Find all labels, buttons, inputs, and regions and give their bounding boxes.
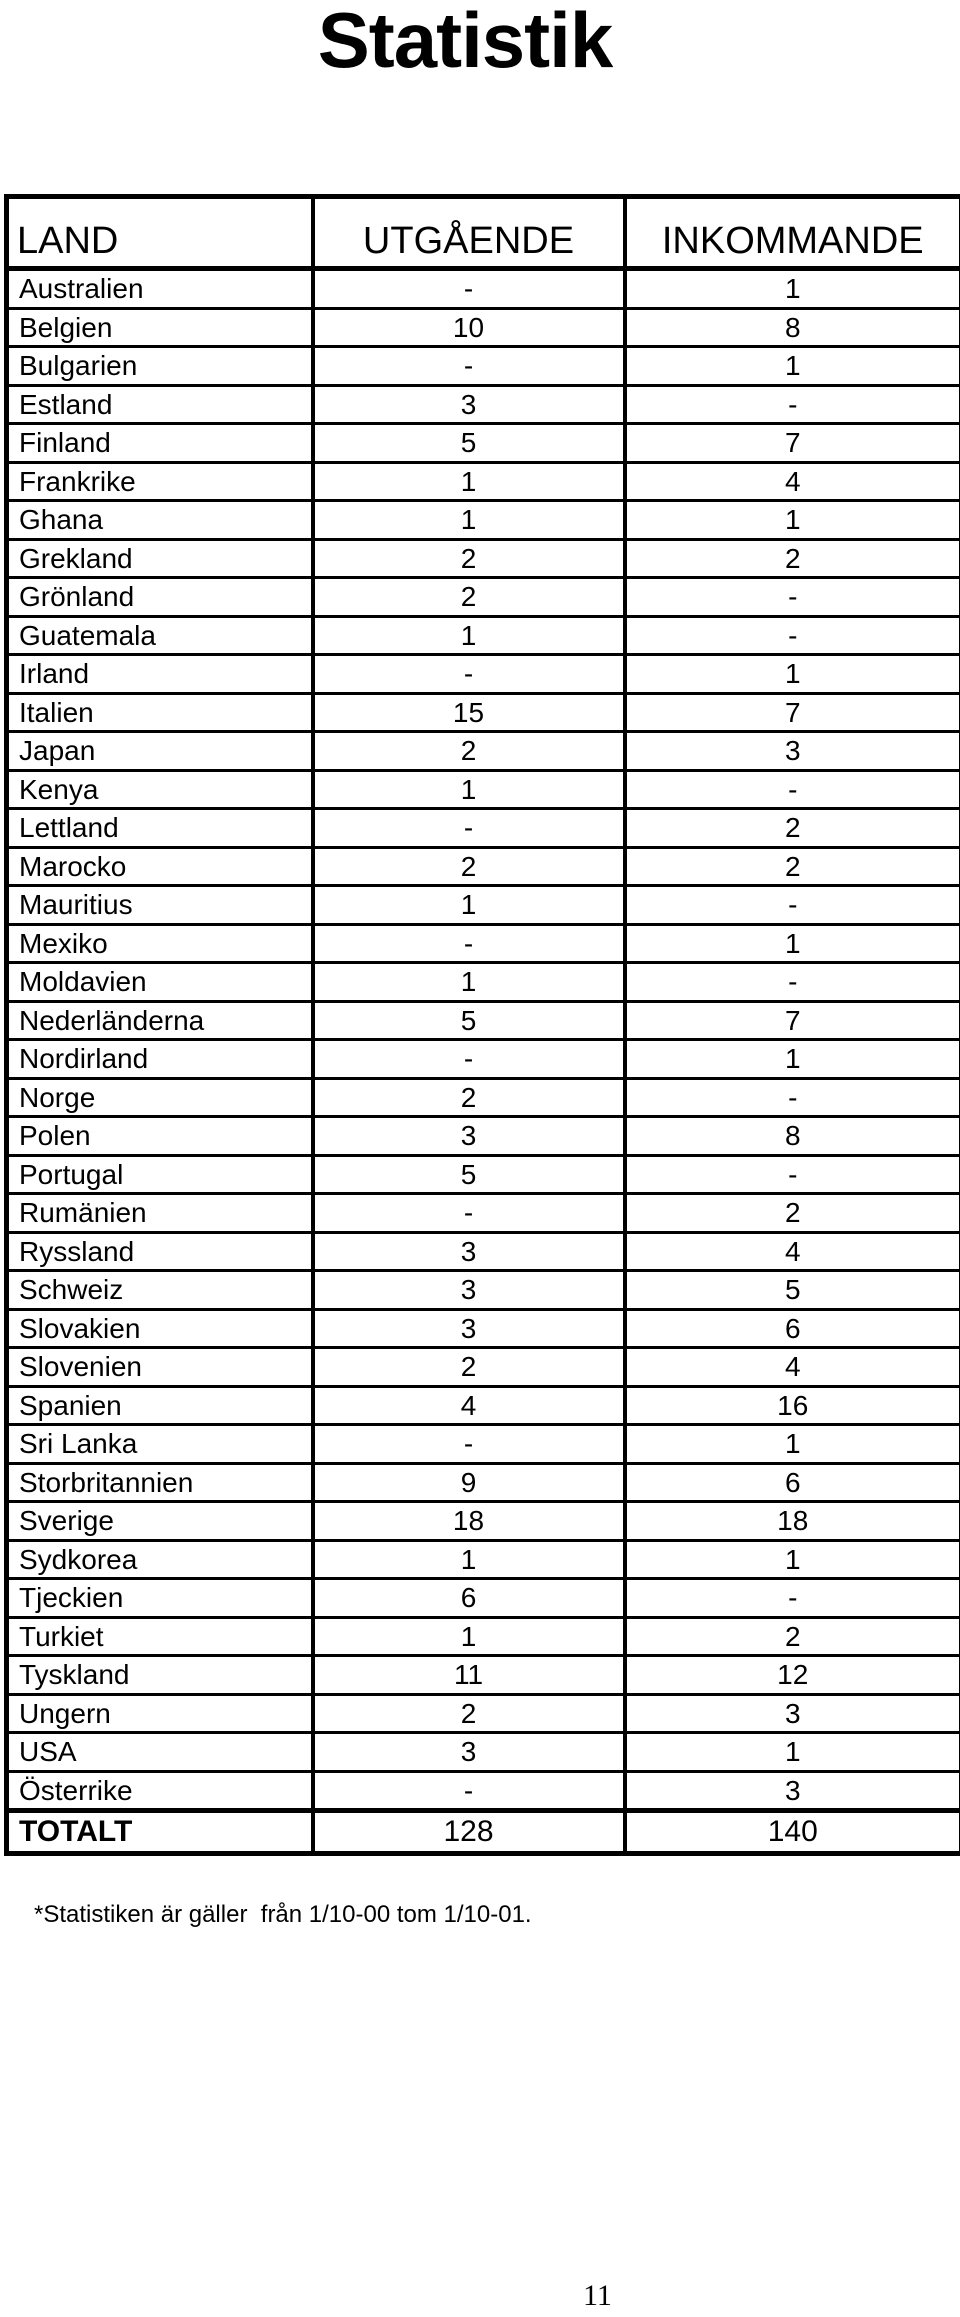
country-cell: Polen xyxy=(7,1117,313,1156)
table-row xyxy=(7,1540,960,1579)
outgoing-cell: 1 xyxy=(313,886,625,925)
table-row xyxy=(7,732,960,771)
incoming-cell: 3 xyxy=(625,732,960,771)
country-cell: Belgien xyxy=(7,308,313,347)
country-cell: Nordirland xyxy=(7,1040,313,1079)
country-cell: Storbritannien xyxy=(7,1463,313,1502)
country-cell: Turkiet xyxy=(7,1617,313,1656)
table-row xyxy=(7,578,960,617)
incoming-cell: - xyxy=(625,1078,960,1117)
footnote: *Statistiken är gäller från 1/10-00 tom 1/10-01. xyxy=(34,1901,532,1928)
table-row xyxy=(7,616,960,655)
incoming-cell: 4 xyxy=(625,1348,960,1387)
table-row xyxy=(7,1309,960,1348)
country-cell: Kenya xyxy=(7,770,313,809)
table-row xyxy=(7,308,960,347)
outgoing-cell: - xyxy=(313,1425,625,1464)
table-row xyxy=(7,1194,960,1233)
incoming-cell: 2 xyxy=(625,809,960,848)
outgoing-cell: 5 xyxy=(313,1001,625,1040)
incoming-cell: - xyxy=(625,1155,960,1194)
outgoing-cell: 3 xyxy=(313,1271,625,1310)
country-cell: Schweiz xyxy=(7,1271,313,1310)
total-incoming: 140 xyxy=(625,1811,960,1854)
outgoing-cell: 5 xyxy=(313,424,625,463)
outgoing-cell: 2 xyxy=(313,1694,625,1733)
country-cell: Moldavien xyxy=(7,963,313,1002)
incoming-cell: - xyxy=(625,1579,960,1618)
incoming-cell: 4 xyxy=(625,1232,960,1271)
incoming-cell: 1 xyxy=(625,1040,960,1079)
table-body xyxy=(7,269,960,1811)
country-cell: Slovenien xyxy=(7,1348,313,1387)
incoming-cell: 6 xyxy=(625,1309,960,1348)
incoming-cell: 1 xyxy=(625,1425,960,1464)
country-cell: Ungern xyxy=(7,1694,313,1733)
incoming-cell: 7 xyxy=(625,1001,960,1040)
country-cell: Rumänien xyxy=(7,1194,313,1233)
incoming-cell: 16 xyxy=(625,1386,960,1425)
outgoing-cell: 9 xyxy=(313,1463,625,1502)
outgoing-cell: - xyxy=(313,924,625,963)
country-cell: Nederländerna xyxy=(7,1001,313,1040)
country-cell: Sydkorea xyxy=(7,1540,313,1579)
table-row xyxy=(7,693,960,732)
country-cell: Tyskland xyxy=(7,1656,313,1695)
outgoing-cell: 1 xyxy=(313,1540,625,1579)
incoming-cell: 1 xyxy=(625,1540,960,1579)
table-row xyxy=(7,424,960,463)
outgoing-cell: 18 xyxy=(313,1502,625,1541)
table-row xyxy=(7,886,960,925)
table-row xyxy=(7,1463,960,1502)
country-cell: Sri Lanka xyxy=(7,1425,313,1464)
table-row xyxy=(7,269,960,309)
table-row xyxy=(7,1733,960,1772)
country-cell: Estland xyxy=(7,385,313,424)
table-row xyxy=(7,1155,960,1194)
country-cell: Ghana xyxy=(7,501,313,540)
table-row xyxy=(7,1386,960,1425)
incoming-cell: 2 xyxy=(625,1194,960,1233)
table-row xyxy=(7,924,960,963)
outgoing-cell: 1 xyxy=(313,770,625,809)
table-row xyxy=(7,770,960,809)
outgoing-cell: 1 xyxy=(313,501,625,540)
incoming-cell: 7 xyxy=(625,424,960,463)
outgoing-cell: 6 xyxy=(313,1579,625,1618)
incoming-cell: 18 xyxy=(625,1502,960,1541)
incoming-cell: 1 xyxy=(625,655,960,694)
table-header-row xyxy=(7,197,960,269)
page-title: Statistik xyxy=(317,0,613,84)
outgoing-cell: 4 xyxy=(313,1386,625,1425)
country-cell: Tjeckien xyxy=(7,1579,313,1618)
country-cell: Italien xyxy=(7,693,313,732)
total-label: TOTALT xyxy=(7,1811,313,1854)
incoming-cell: 7 xyxy=(625,693,960,732)
table-row xyxy=(7,809,960,848)
table-row xyxy=(7,501,960,540)
incoming-cell: 1 xyxy=(625,269,960,309)
outgoing-cell: - xyxy=(313,269,625,309)
country-cell: Australien xyxy=(7,269,313,309)
incoming-cell: 2 xyxy=(625,1617,960,1656)
incoming-cell: - xyxy=(625,578,960,617)
country-cell: Finland xyxy=(7,424,313,463)
table-row xyxy=(7,963,960,1002)
incoming-cell: - xyxy=(625,963,960,1002)
country-cell: Grönland xyxy=(7,578,313,617)
incoming-cell: 3 xyxy=(625,1771,960,1811)
outgoing-cell: - xyxy=(313,347,625,386)
table-row xyxy=(7,1656,960,1695)
incoming-cell: 3 xyxy=(625,1694,960,1733)
table-row xyxy=(7,462,960,501)
country-cell: Grekland xyxy=(7,539,313,578)
outgoing-cell: 2 xyxy=(313,539,625,578)
column-header-outgoing: UTGÅENDE xyxy=(313,197,625,269)
country-cell: Guatemala xyxy=(7,616,313,655)
outgoing-cell: 3 xyxy=(313,385,625,424)
table-row xyxy=(7,1117,960,1156)
incoming-cell: 6 xyxy=(625,1463,960,1502)
country-cell: Österrike xyxy=(7,1771,313,1811)
incoming-cell: 12 xyxy=(625,1656,960,1695)
outgoing-cell: 5 xyxy=(313,1155,625,1194)
incoming-cell: 1 xyxy=(625,501,960,540)
country-cell: Frankrike xyxy=(7,462,313,501)
outgoing-cell: - xyxy=(313,1040,625,1079)
outgoing-cell: 2 xyxy=(313,1348,625,1387)
incoming-cell: - xyxy=(625,616,960,655)
country-cell: USA xyxy=(7,1733,313,1772)
incoming-cell: - xyxy=(625,385,960,424)
country-cell: Norge xyxy=(7,1078,313,1117)
incoming-cell: 1 xyxy=(625,1733,960,1772)
outgoing-cell: 10 xyxy=(313,308,625,347)
outgoing-cell: - xyxy=(313,655,625,694)
outgoing-cell: - xyxy=(313,1771,625,1811)
outgoing-cell: 1 xyxy=(313,462,625,501)
outgoing-cell: 15 xyxy=(313,693,625,732)
table-row xyxy=(7,1771,960,1811)
country-cell: Irland xyxy=(7,655,313,694)
table-row xyxy=(7,385,960,424)
incoming-cell: - xyxy=(625,770,960,809)
country-cell: Mexiko xyxy=(7,924,313,963)
total-outgoing: 128 xyxy=(313,1811,625,1854)
table-row xyxy=(7,1001,960,1040)
statistics-table xyxy=(4,194,960,1856)
outgoing-cell: - xyxy=(313,809,625,848)
incoming-cell: 8 xyxy=(625,1117,960,1156)
table-row xyxy=(7,847,960,886)
country-cell: Portugal xyxy=(7,1155,313,1194)
incoming-cell: 4 xyxy=(625,462,960,501)
incoming-cell: - xyxy=(625,886,960,925)
outgoing-cell: 3 xyxy=(313,1117,625,1156)
outgoing-cell: 3 xyxy=(313,1309,625,1348)
outgoing-cell: 1 xyxy=(313,963,625,1002)
table-row xyxy=(7,1040,960,1079)
table-row xyxy=(7,1271,960,1310)
incoming-cell: 5 xyxy=(625,1271,960,1310)
outgoing-cell: 1 xyxy=(313,616,625,655)
outgoing-cell: - xyxy=(313,1194,625,1233)
country-cell: Lettland xyxy=(7,809,313,848)
table-row xyxy=(7,1694,960,1733)
country-cell: Spanien xyxy=(7,1386,313,1425)
table-row xyxy=(7,1579,960,1618)
table-row xyxy=(7,1617,960,1656)
incoming-cell: 8 xyxy=(625,308,960,347)
incoming-cell: 2 xyxy=(625,847,960,886)
table-row xyxy=(7,539,960,578)
column-header-incoming: INKOMMANDE xyxy=(625,197,960,269)
table-row xyxy=(7,1232,960,1271)
table-total-row xyxy=(7,1811,960,1854)
column-header-land: LAND xyxy=(7,197,313,269)
outgoing-cell: 3 xyxy=(313,1232,625,1271)
outgoing-cell: 3 xyxy=(313,1733,625,1772)
table-row xyxy=(7,1348,960,1387)
country-cell: Sverige xyxy=(7,1502,313,1541)
outgoing-cell: 2 xyxy=(313,578,625,617)
outgoing-cell: 11 xyxy=(313,1656,625,1695)
incoming-cell: 1 xyxy=(625,347,960,386)
country-cell: Slovakien xyxy=(7,1309,313,1348)
page-number: 11 xyxy=(583,2279,612,2312)
outgoing-cell: 1 xyxy=(313,1617,625,1656)
table-row xyxy=(7,1078,960,1117)
country-cell: Ryssland xyxy=(7,1232,313,1271)
table-row xyxy=(7,347,960,386)
incoming-cell: 1 xyxy=(625,924,960,963)
country-cell: Mauritius xyxy=(7,886,313,925)
country-cell: Japan xyxy=(7,732,313,771)
table-row xyxy=(7,655,960,694)
country-cell: Bulgarien xyxy=(7,347,313,386)
outgoing-cell: 2 xyxy=(313,847,625,886)
table-row xyxy=(7,1502,960,1541)
incoming-cell: 2 xyxy=(625,539,960,578)
outgoing-cell: 2 xyxy=(313,1078,625,1117)
table-row xyxy=(7,1425,960,1464)
outgoing-cell: 2 xyxy=(313,732,625,771)
country-cell: Marocko xyxy=(7,847,313,886)
